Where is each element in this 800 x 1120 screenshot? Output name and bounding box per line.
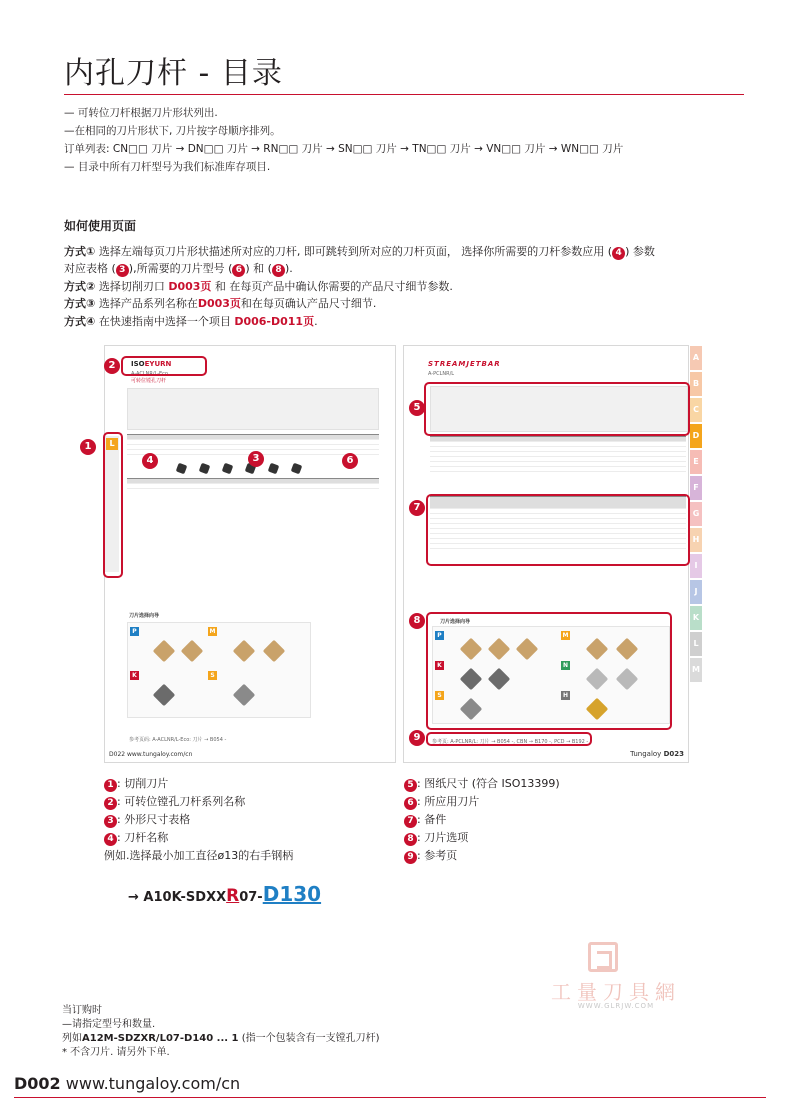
watermark-url: WWW.GLRJW.COM [577, 1002, 655, 1010]
method-1 [64, 243, 754, 261]
left-page-thumbnail [104, 345, 396, 763]
method-2-label: 方式② [64, 279, 96, 293]
legend-left [104, 775, 293, 865]
part-insert-size: 07- [239, 890, 263, 905]
chapter-tab[interactable]: L [690, 632, 702, 656]
ordering-text: 列如 [62, 1033, 82, 1044]
material-tag-n: N [562, 662, 569, 669]
chapter-tab[interactable]: G [690, 502, 702, 526]
reference-pages: 参考页码: A-ACLNR/L-Eco: 刀片 → B054 - [129, 737, 227, 743]
chapter-tab[interactable]: H [690, 528, 702, 552]
chapter-tab[interactable]: C [690, 398, 702, 422]
method-3-text: 和在每页确认产品尺寸细节. [240, 297, 377, 310]
legend-item [404, 775, 560, 793]
right-page-footer [630, 750, 684, 758]
highlight-1 [103, 432, 123, 578]
insert-guide-title-right: 刀片选择向导 [440, 619, 471, 625]
material-tag-k: K [130, 671, 139, 680]
legend-example-note: 例如.选择最小加工直径ø13的右手钢柄 [104, 849, 294, 862]
page-footer [14, 1074, 240, 1093]
legend-text: : 图纸尺寸 (符合 ISO13399) [417, 777, 560, 790]
watermark-logo [588, 942, 618, 972]
reference-pages-right: 参考页: A-PCLNR/L: 刀片 → B054 -, CBN → B170 -, PCD → B192 - [432, 739, 589, 745]
ordering-line: * 不含刀片. 请另外下单. [62, 1047, 170, 1058]
callout-8: 8 [409, 613, 425, 629]
part-hand: R [226, 886, 240, 906]
how-to-section [64, 218, 754, 330]
callout-5: 5 [409, 400, 425, 416]
legend-number: 2 [104, 797, 117, 810]
callout-3: 3 [116, 264, 129, 277]
page-title: 内孔刀杆 - 目录 [64, 56, 283, 91]
catalog-spread-preview [84, 345, 700, 765]
right-page-number: D023 [663, 750, 684, 758]
material-tag-p: P [130, 627, 139, 636]
legend-number: 8 [404, 833, 417, 846]
chapter-tab[interactable]: M [690, 658, 702, 682]
legend-right [404, 775, 560, 865]
material-tag-s: S [435, 691, 444, 700]
dimension-table-right [430, 436, 686, 478]
legend-text: : 切削刀片 [117, 777, 169, 790]
material-tag-m: M [209, 628, 216, 635]
highlight-2 [121, 356, 207, 376]
callout-3: 3 [248, 451, 264, 467]
method-2-text: 选择切削刃口 [95, 279, 169, 293]
left-page-footer: D022 www.tungaloy.com/cn [109, 751, 193, 758]
chapter-tab[interactable]: I [690, 554, 702, 578]
watermark-text: 工量刀具網 [551, 980, 681, 1004]
method-1-text: ) 参数 [625, 244, 655, 258]
callout-8: 8 [272, 264, 285, 277]
highlight-5 [424, 382, 690, 436]
legend-number: 3 [104, 815, 117, 828]
holder-drawing [127, 388, 379, 430]
legend-number: 6 [404, 797, 417, 810]
legend-item [104, 811, 293, 829]
watermark [536, 942, 696, 1012]
method-2-text: 和 在每页产品中确认你需要的产品尺寸细节参数. [211, 279, 453, 293]
legend-text: : 外形尺寸表格 [117, 813, 191, 826]
method-4 [64, 313, 754, 331]
holder-model-right: A-PCLNR/L [428, 371, 455, 377]
legend-item [104, 829, 293, 847]
series-logo-a: ISO [131, 360, 145, 368]
chapter-tab[interactable]: E [690, 450, 702, 474]
method-2 [64, 278, 754, 296]
method-4-text: 在快速指南中选择一个项目 [95, 314, 235, 328]
method-1-text: ) 和 ( [245, 262, 272, 275]
legend-item [404, 793, 560, 811]
callout-4: 4 [142, 453, 158, 469]
material-tag-k: K [435, 661, 444, 670]
ordering-note [62, 1004, 380, 1060]
method-1-label: 方式① [64, 244, 96, 258]
legend-number: 7 [404, 815, 417, 828]
page-ref-link[interactable]: D006-D011页 [234, 314, 315, 328]
legend-number: 5 [404, 779, 417, 792]
insert-icon [153, 640, 176, 663]
right-page-thumbnail [403, 345, 700, 763]
method-1-text: 对应表格 ( [64, 262, 116, 275]
legend-item [404, 847, 560, 865]
method-3-label: 方式③ [64, 297, 96, 310]
part-prefix: A10K-SDXX [143, 890, 227, 905]
intro-text [64, 104, 623, 176]
legend-text: : 刀片选项 [417, 831, 469, 844]
insert-icon [153, 684, 176, 707]
material-tag-h: H [562, 692, 569, 699]
callout-6: 6 [342, 453, 358, 469]
callout-6: 6 [232, 264, 245, 277]
ordering-line: —请指定型号和数量. [62, 1019, 156, 1030]
chapter-tabs [690, 346, 702, 684]
legend-number: 9 [404, 851, 417, 864]
insert-icon [233, 640, 256, 663]
chapter-tab[interactable]: B [690, 372, 702, 396]
page-ref-link[interactable]: D003页 [197, 297, 241, 310]
ordering-title: 当订购时 [62, 1005, 102, 1016]
callout-7: 7 [409, 500, 425, 516]
method-3 [64, 295, 754, 313]
material-tag-m: M [562, 632, 569, 639]
legend-text: : 参考页 [417, 849, 458, 862]
callout-1: 1 [80, 439, 96, 455]
insert-guide-title: 刀片选择向导 [129, 613, 160, 619]
chapter-tab[interactable]: K [690, 606, 702, 630]
part-min-diameter: D130 [262, 882, 322, 906]
series-logo-b: EYURN [144, 360, 172, 368]
intro-line: — 目录中所有刀杆型号为我们标准库存项目. [64, 161, 271, 173]
material-tag-s: S [208, 671, 217, 680]
ordering-line [62, 1032, 380, 1046]
title-divider [64, 94, 744, 95]
highlight-7 [426, 494, 690, 566]
method-4-text: . [314, 314, 318, 328]
method-1-cont [64, 260, 754, 278]
legend-number: 4 [104, 833, 117, 846]
insert-icon [263, 640, 286, 663]
footer-divider [14, 1097, 766, 1098]
brand-name: Tungaloy [630, 750, 662, 758]
example-part-number [128, 882, 321, 906]
how-to-heading: 如何使用页面 [64, 219, 137, 233]
method-4-label: 方式④ [64, 314, 96, 328]
chapter-tab[interactable]: F [690, 476, 702, 500]
highlight-8 [426, 612, 672, 730]
spare-parts-icons [177, 464, 301, 473]
page-number: D002 [14, 1074, 61, 1093]
legend-item [404, 811, 560, 829]
callout-4: 4 [612, 247, 625, 260]
insert-icon [233, 684, 256, 707]
holder-subtitle: 可转位镗孔刀杆 [131, 378, 167, 384]
series-logo-right: STREAMJETBAR [428, 360, 501, 368]
holder-model: A-ACLNR/L-Eco [131, 371, 168, 377]
intro-line: 订单列表: CN□□ 刀片 → DN□□ 刀片 → RN□□ 刀片 → SN□□ 刀片 → TN□□ 刀片 → VN□□ 刀片 → WN□□ 刀片 [64, 143, 624, 155]
legend-text: : 可转位镗孔刀杆系列名称 [117, 795, 246, 808]
footer-url[interactable]: www.tungaloy.com/cn [60, 1074, 241, 1093]
legend-item [404, 829, 560, 847]
method-1-text: ),所需要的刀片型号 ( [128, 262, 233, 275]
legend-text: : 刀杆名称 [117, 831, 169, 844]
legend-item [104, 793, 293, 811]
method-3-text: 选择产品系列名称在 [95, 297, 198, 310]
insert-selection-guide [127, 622, 311, 718]
callout-2: 2 [104, 358, 120, 374]
page-ref-link[interactable]: D003页 [168, 279, 212, 293]
highlight-9 [426, 732, 592, 746]
ordering-example: A12M-SDZXR/L07-D140 ... 1 [82, 1033, 239, 1044]
insert-icon [181, 640, 204, 663]
chapter-tab[interactable]: D [690, 424, 702, 448]
method-1-text: ). [284, 262, 293, 275]
legend-text: : 备件 [417, 813, 447, 826]
material-tag-p: P [435, 631, 444, 640]
legend-text: : 所应用刀片 [417, 795, 480, 808]
ordering-text: (指一个包装含有一支镗孔刀杆) [238, 1033, 380, 1044]
chapter-tab[interactable]: A [690, 346, 702, 370]
spare-parts-table [127, 478, 379, 490]
method-1-text: 选择左端每页刀片形状描述所对应的刀杆, 即可跳转到所对应的刀杆页面， 选择你所需要的刀杆参数应用 ( [95, 244, 613, 258]
legend-number: 1 [104, 779, 117, 792]
intro-line: — 可转位刀杆根据刀片形状列出. [64, 107, 218, 119]
chapter-tab[interactable]: J [690, 580, 702, 604]
intro-line: —在相同的刀片形状下, 刀片按字母顺序排列。 [64, 125, 281, 137]
example-arrow: → [128, 890, 144, 905]
side-tab: L [106, 438, 118, 450]
callout-9: 9 [409, 730, 425, 746]
legend-item [104, 775, 293, 793]
